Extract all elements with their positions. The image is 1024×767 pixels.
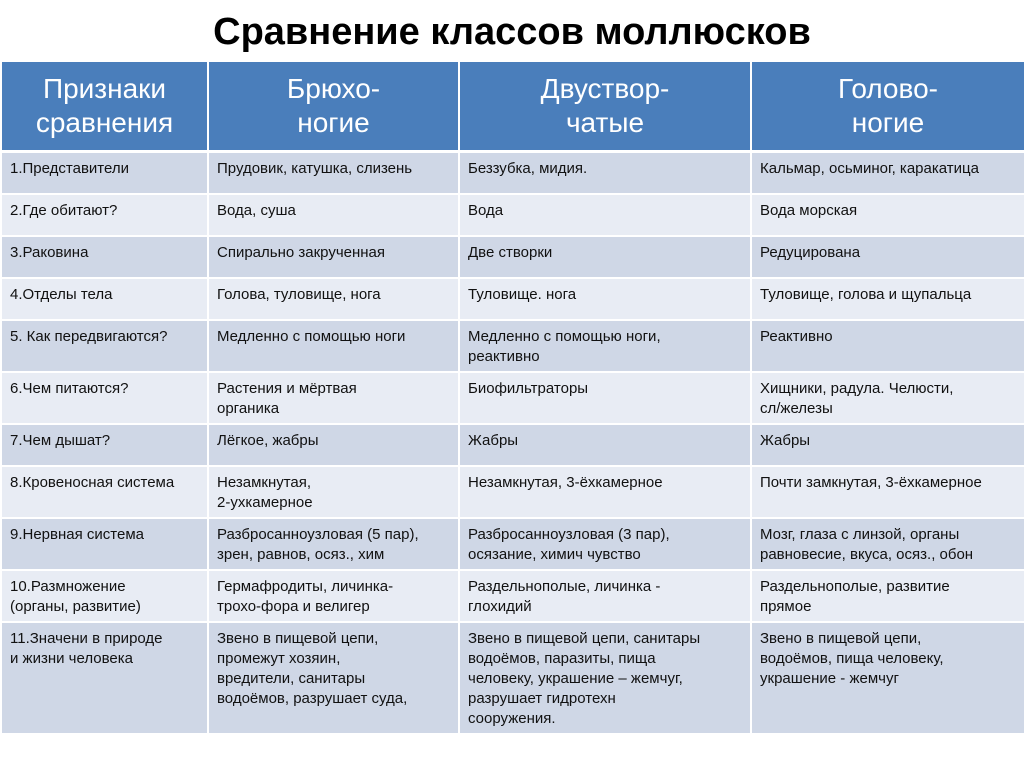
cell-line: Раздельнополые, развитие <box>760 578 950 595</box>
cell-line: 9.Нервная система <box>10 526 144 543</box>
header-cephalopods <box>751 62 1024 152</box>
cell-line: Вода, суша <box>217 202 296 219</box>
header-line: чатые <box>565 107 645 138</box>
cephalopods-cell <box>751 466 1024 518</box>
cell-line: промежут хозяин, <box>217 650 341 667</box>
header-row <box>2 62 1024 152</box>
cell-line: Спирально закрученная <box>217 244 386 261</box>
gastropods-cell <box>208 570 459 622</box>
bivalves-cell <box>459 518 751 570</box>
header-line: Двуствор- <box>540 73 670 104</box>
table-row <box>2 622 1024 734</box>
cell-line: Разбросанноузловая (5 пар), <box>217 526 419 543</box>
table-row <box>2 152 1024 195</box>
bivalves-cell <box>459 466 751 518</box>
table-row <box>2 372 1024 424</box>
gastropods-cell <box>208 320 459 372</box>
bivalves-cell <box>459 194 751 236</box>
cell-line: Звено в пищевой цепи, <box>760 630 922 647</box>
cell-line: 6.Чем питаются? <box>10 380 129 397</box>
header-gastropods <box>208 62 459 152</box>
cell-line: Лёгкое, жабры <box>217 432 319 449</box>
cell-line: Звено в пищевой цепи, санитары <box>468 630 701 647</box>
bivalves-cell <box>459 320 751 372</box>
cell-line: Туловище, голова и щупальца <box>760 286 972 303</box>
criteria-cell <box>2 236 208 278</box>
bivalves-cell <box>459 570 751 622</box>
table-row <box>2 236 1024 278</box>
header-line: ногие <box>297 107 370 138</box>
cell-line: 5. Как передвигаются? <box>10 328 168 345</box>
cell-line: равновесие, вкуса, осяз., обон <box>760 546 974 563</box>
cell-line: 8.Кровеносная система <box>10 474 175 491</box>
cell-line: Медленно с помощью ноги <box>217 328 406 345</box>
cell-line: Вода морская <box>760 202 858 219</box>
header-bivalves <box>459 62 751 152</box>
bivalves-cell <box>459 278 751 320</box>
cephalopods-cell <box>751 152 1024 195</box>
header-line: Голово- <box>838 73 938 104</box>
gastropods-cell <box>208 518 459 570</box>
cell-line: вредители, санитары <box>217 670 366 687</box>
cephalopods-cell <box>751 278 1024 320</box>
criteria-cell <box>2 194 208 236</box>
criteria-cell <box>2 622 208 734</box>
cell-line: Вода <box>468 202 504 219</box>
cell-line: 2-ухкамерное <box>217 494 313 511</box>
gastropods-cell <box>208 236 459 278</box>
cell-line: Почти замкнутая, 3-ёхкамерное <box>760 474 982 491</box>
gastropods-cell <box>208 372 459 424</box>
cell-line: 4.Отделы тела <box>10 286 113 303</box>
cell-line: Биофильтраторы <box>468 380 589 397</box>
cell-line: Беззубка, мидия. <box>468 160 588 177</box>
table-row <box>2 570 1024 622</box>
cell-line: 10.Размножение <box>10 578 126 595</box>
cell-line: Медленно с помощью ноги, <box>468 328 661 345</box>
gastropods-cell <box>208 194 459 236</box>
table-row <box>2 278 1024 320</box>
cell-line: Раздельнополые, личинка - <box>468 578 661 595</box>
cell-line: (органы, развитие) <box>10 598 141 615</box>
comparison-table <box>2 62 1024 735</box>
cell-line: Туловище. нога <box>468 286 577 303</box>
gastropods-cell <box>208 424 459 466</box>
cephalopods-cell <box>751 622 1024 734</box>
cell-line: Реактивно <box>760 328 833 345</box>
header-criteria <box>2 62 208 152</box>
cephalopods-cell <box>751 424 1024 466</box>
cell-line: Хищники, радула. Челюсти, <box>760 380 954 397</box>
cephalopods-cell <box>751 194 1024 236</box>
bivalves-cell <box>459 424 751 466</box>
table-row <box>2 194 1024 236</box>
criteria-cell <box>2 320 208 372</box>
cell-line: Мозг, глаза с линзой, органы <box>760 526 960 543</box>
cell-line: 1.Представители <box>10 160 129 177</box>
table-row <box>2 424 1024 466</box>
cell-line: 3.Раковина <box>10 244 89 261</box>
criteria-cell <box>2 424 208 466</box>
header-line: ногие <box>851 107 925 138</box>
criteria-cell <box>2 372 208 424</box>
criteria-cell <box>2 570 208 622</box>
gastropods-cell <box>208 622 459 734</box>
header-line: Брюхо- <box>286 73 381 104</box>
cell-line: зрен, равнов, осяз., хим <box>217 546 385 563</box>
criteria-cell <box>2 518 208 570</box>
cephalopods-cell <box>751 372 1024 424</box>
cell-line: Растения и мёртвая <box>217 380 357 397</box>
gastropods-cell <box>208 152 459 195</box>
cell-line: украшение - жемчуг <box>760 670 899 687</box>
cell-line: органика <box>217 400 280 417</box>
cell-line: и жизни человека <box>10 650 133 667</box>
cephalopods-cell <box>751 236 1024 278</box>
cell-line: водоёмов, пища человеку, <box>760 650 944 667</box>
cell-line: 11.Значени в природе <box>10 630 163 647</box>
cell-line: Кальмар, осьминог, каракатица <box>760 160 979 177</box>
gastropods-cell <box>208 278 459 320</box>
cell-line: водоёмов, паразиты, пища <box>468 650 656 667</box>
cell-line: глохидий <box>468 598 532 615</box>
cephalopods-cell <box>751 570 1024 622</box>
criteria-cell <box>2 466 208 518</box>
bivalves-cell <box>459 372 751 424</box>
header-line: Признаки <box>42 73 167 104</box>
cell-line: трохо-фора и велигер <box>217 598 370 615</box>
cell-line: человеку, украшение – жемчуг, <box>468 670 683 687</box>
cell-line: прямое <box>760 598 812 615</box>
bivalves-cell <box>459 236 751 278</box>
cephalopods-cell <box>751 320 1024 372</box>
table-body <box>2 152 1024 735</box>
cell-line: Незамкнутая, <box>217 474 312 491</box>
cell-line: Разбросанноузловая (3 пар), <box>468 526 670 543</box>
cell-line: разрушает гидротехн <box>468 690 616 707</box>
cell-line: осязание, химич чувство <box>468 546 641 563</box>
bivalves-cell <box>459 152 751 195</box>
cell-line: Жабры <box>760 432 811 449</box>
cell-line: Звено в пищевой цепи, <box>217 630 379 647</box>
bivalves-cell <box>459 622 751 734</box>
cell-line: Жабры <box>468 432 519 449</box>
cephalopods-cell <box>751 518 1024 570</box>
page-title: Сравнение классов моллюсков <box>213 11 811 53</box>
cell-line: Незамкнутая, 3-ёхкамерное <box>468 474 663 491</box>
cell-line: Гермафродиты, личинка- <box>217 578 394 595</box>
cell-line: Голова, туловище, нога <box>217 286 381 303</box>
cell-line: Две створки <box>468 244 553 261</box>
gastropods-cell <box>208 466 459 518</box>
cell-line: Прудовик, катушка, слизень <box>217 160 413 177</box>
cell-line: сооружения. <box>468 710 556 727</box>
table-row <box>2 320 1024 372</box>
cell-line: реактивно <box>468 348 540 365</box>
cell-line: 7.Чем дышат? <box>10 432 111 449</box>
table-row <box>2 518 1024 570</box>
cell-line: Редуцирована <box>760 244 861 261</box>
table-row <box>2 466 1024 518</box>
criteria-cell <box>2 278 208 320</box>
header-line: сравнения <box>35 107 174 138</box>
cell-line: сл/железы <box>760 400 833 417</box>
cell-line: 2.Где обитают? <box>10 202 118 219</box>
cell-line: водоёмов, разрушает суда, <box>217 690 408 707</box>
criteria-cell <box>2 152 208 195</box>
